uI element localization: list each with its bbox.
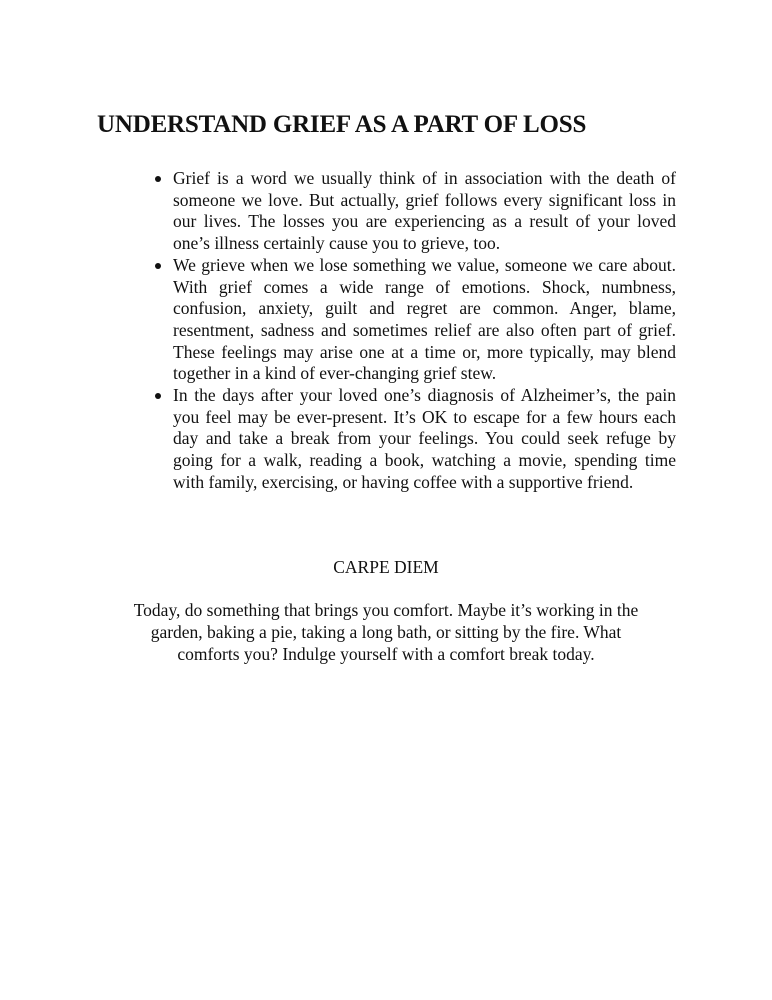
bullet-text: We grieve when we lose something we value, someone we care about. With grief comes a wide range of emotions. Shock, numbness, confusion, anxiety, guilt and regret are common. Anger, blame, resentment, sadness and sometimes relief are also often part of grief. These feelings may arise one at a time or, more typically, may blend together in a kind of ever-changing grief stew. [173,254,676,384]
closing-line: Today, do something that brings you comfort. Maybe it’s working in the [133,600,639,620]
closing-line: garden, baking a pie, taking a long bath, or sitting by the fire. What [150,622,622,642]
closing-line: comforts you? Indulge yourself with a comfort break today. [177,644,595,664]
closing-paragraph [100,599,672,665]
list-item [150,168,676,255]
bullet-icon [155,393,161,399]
bullet-text: In the days after your loved one’s diagnosis of Alzheimer’s, the pain you feel may be ever-present. It’s OK to escape for a few hours each day and take a break from your feelings. You could seek refuge by going for a walk, reading a book, watching a movie, spending time with family, exercising, or having coffee with a supportive friend. [173,385,676,492]
page-title: UNDERSTAND GRIEF AS A PART OF LOSS [97,111,587,138]
bullet-icon [155,263,161,269]
bullet-text: Grief is a word we usually think of in association with the death of someone we love. But actually, grief follows every significant loss in our lives. The losses you are experiencing as a result of your loved one’s illness certainly cause you to grieve, too. [173,168,676,254]
list-item [150,385,676,494]
list-item [150,255,676,385]
bullet-icon [155,176,161,182]
section-heading: CARPE DIEM [333,557,439,577]
bullet-list [150,168,676,494]
